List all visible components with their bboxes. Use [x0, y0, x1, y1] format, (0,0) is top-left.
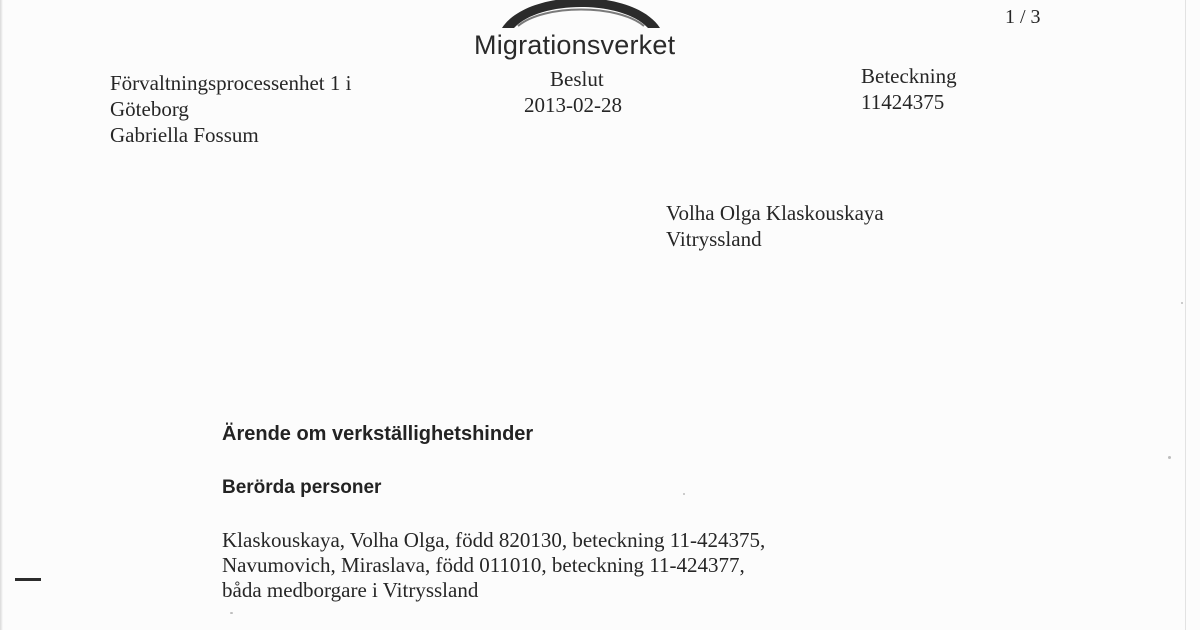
reference-number: 11424375 — [861, 90, 945, 114]
recipient-name: Volha Olga Klaskouskaya — [666, 201, 884, 225]
margin-mark — [15, 578, 41, 581]
document-type: Beslut — [550, 67, 604, 91]
scan-speck — [1168, 456, 1171, 459]
page-number: 1 / 3 — [1005, 6, 1041, 28]
agency-name: Migrationsverket — [474, 30, 676, 60]
scan-speck — [1181, 302, 1183, 304]
recipient-country: Vitryssland — [666, 227, 762, 251]
sender-line-3: Gabriella Fossum — [110, 123, 259, 147]
sender-line-2: Göteborg — [110, 97, 189, 121]
scan-edge-left — [0, 0, 3, 630]
person-line-3: båda medborgare i Vitryssland — [222, 578, 479, 602]
section-heading: Berörda personer — [222, 477, 382, 498]
sender-line-1: Förvaltningsprocessenhet 1 i — [110, 71, 352, 95]
document-date: 2013-02-28 — [524, 93, 622, 117]
migrationsverket-logo-icon — [498, 0, 664, 28]
scan-edge-right — [1185, 0, 1186, 630]
reference-label: Beteckning — [861, 64, 957, 88]
scan-speck — [683, 493, 685, 495]
scan-speck — [230, 612, 233, 614]
person-line-2: Navumovich, Miraslava, född 011010, beteckning 11-424377, — [222, 553, 745, 577]
case-title: Ärende om verkställighetshinder — [222, 423, 534, 445]
person-line-1: Klaskouskaya, Volha Olga, född 820130, beteckning 11-424375, — [222, 528, 766, 552]
